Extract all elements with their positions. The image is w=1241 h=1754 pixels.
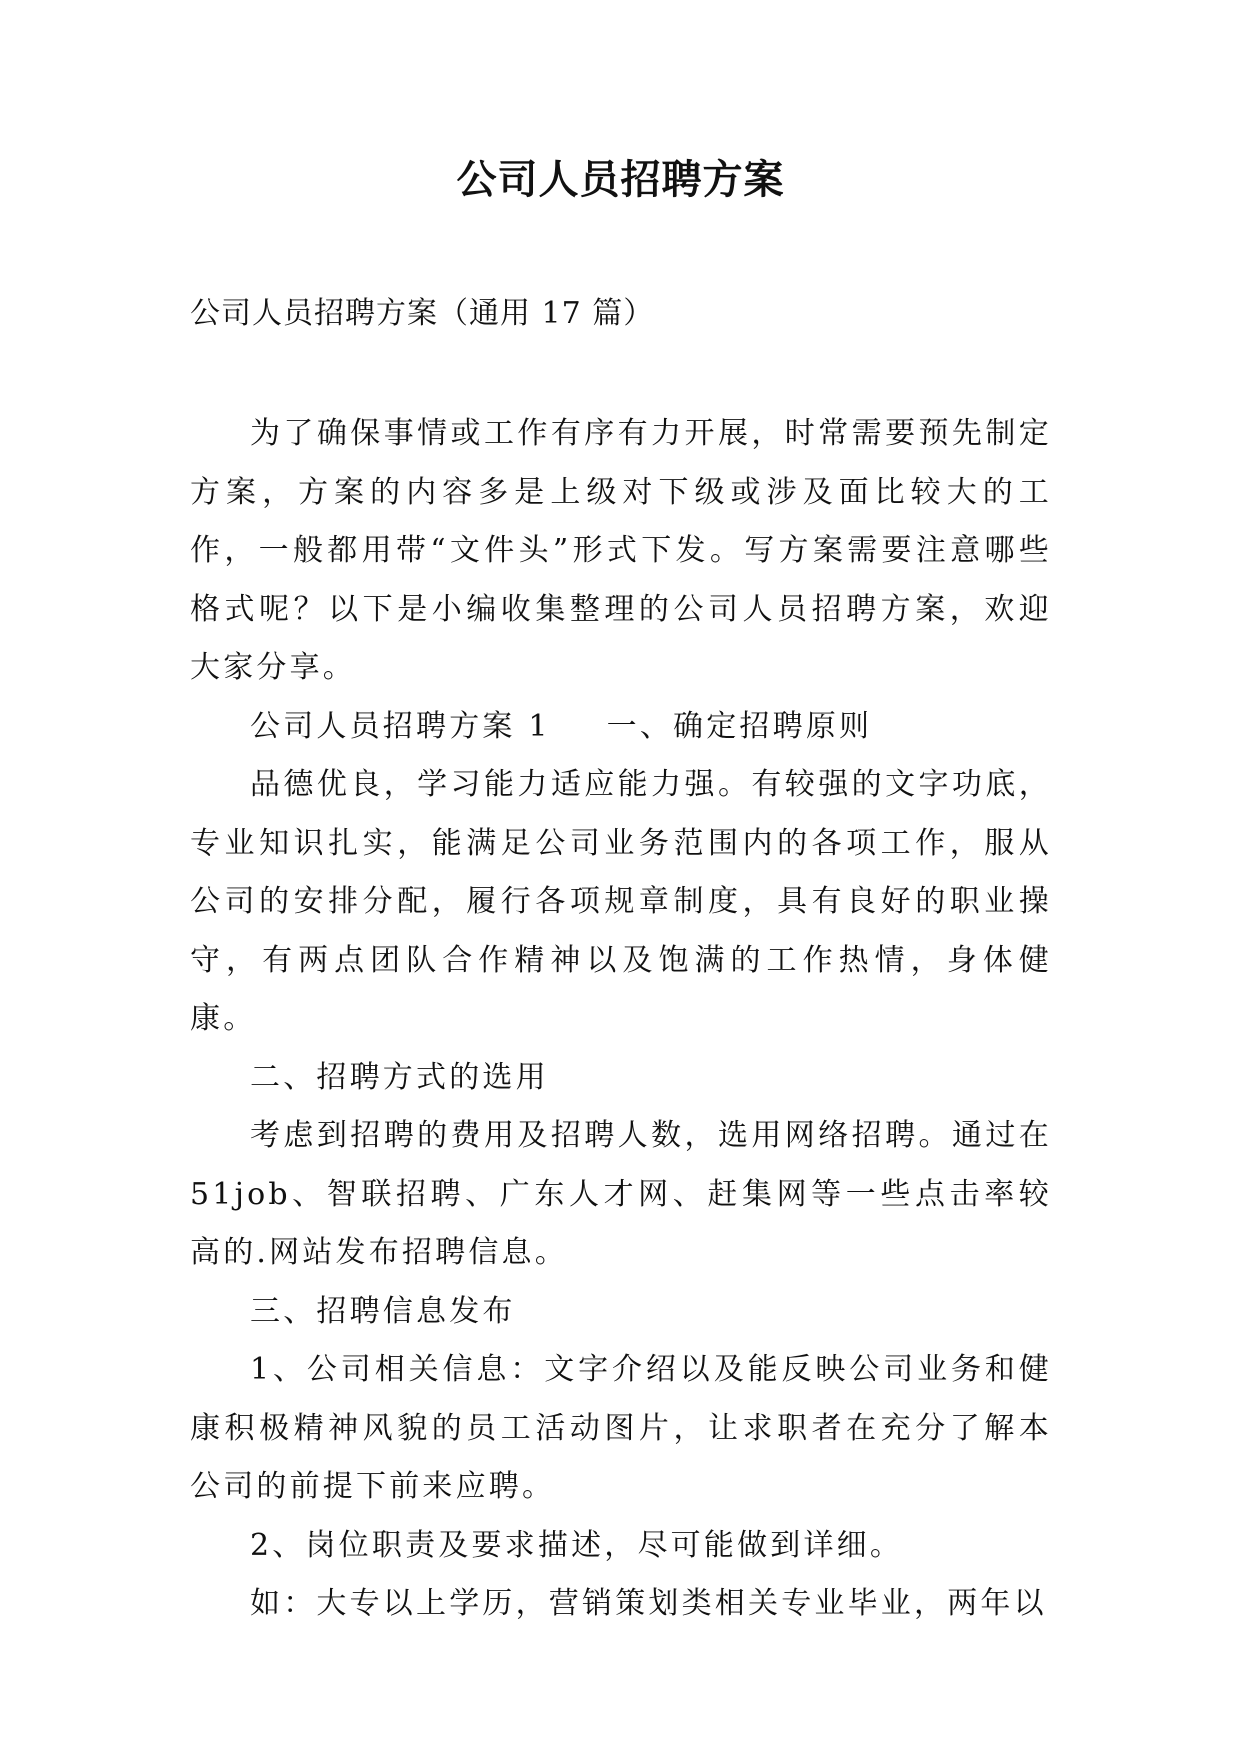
paragraph-2: 考虑到招聘的费用及招聘人数，选用网络招聘。通过在51job、智联招聘、广东人才网、赶集网等一些点击率较高的.网站发布招聘信息。 (190, 1118, 1052, 1270)
heading-2: 二、招聘方式的选用 (250, 1059, 549, 1095)
document-subtitle: 公司人员招聘方案（通用 17 篇） (190, 296, 655, 331)
paragraph-3: 1、公司相关信息：文字介绍以及能反映公司业务和健康积极精神风貌的员工活动图片，让求职者在充分了解本公司的前提下前来应聘。 (190, 1352, 1052, 1504)
paragraph-5: 如：大专以上学历，营销策划类相关专业毕业，两年以 (250, 1586, 1047, 1621)
paragraph-4: 2、岗位职责及要求描述，尽可能做到详细。 (250, 1527, 904, 1563)
heading-3: 三、招聘信息发布 (250, 1293, 516, 1329)
document-title: 公司人员招聘方案 (456, 157, 785, 203)
intro-paragraph: 为了确保事情或工作有序有力开展，时常需要预先制定方案，方案的内容多是上级对下级或涉及面比较大的工作，一般都用带“文件头”形式下发。写方案需要注意哪些格式呢？以下是小编收集整理的公司人员招聘方案，欢迎大家分享。 (190, 416, 1052, 685)
heading-1: 一、确定招聘原则 (606, 708, 873, 744)
section-1-heading-line (190, 698, 1052, 757)
paragraph-1: 品德优良，学习能力适应能力强。有较强的文字功底，专业知识扎实，能满足公司业务范围内的各项工作，服从公司的安排分配，履行各项规章制度，具有良好的职业操守，有两点团队合作精神以及饱满的工作热情，身体健康。 (190, 767, 1052, 1036)
document-body (190, 405, 1052, 1634)
section-1-label: 公司人员招聘方案 1 (250, 708, 551, 744)
